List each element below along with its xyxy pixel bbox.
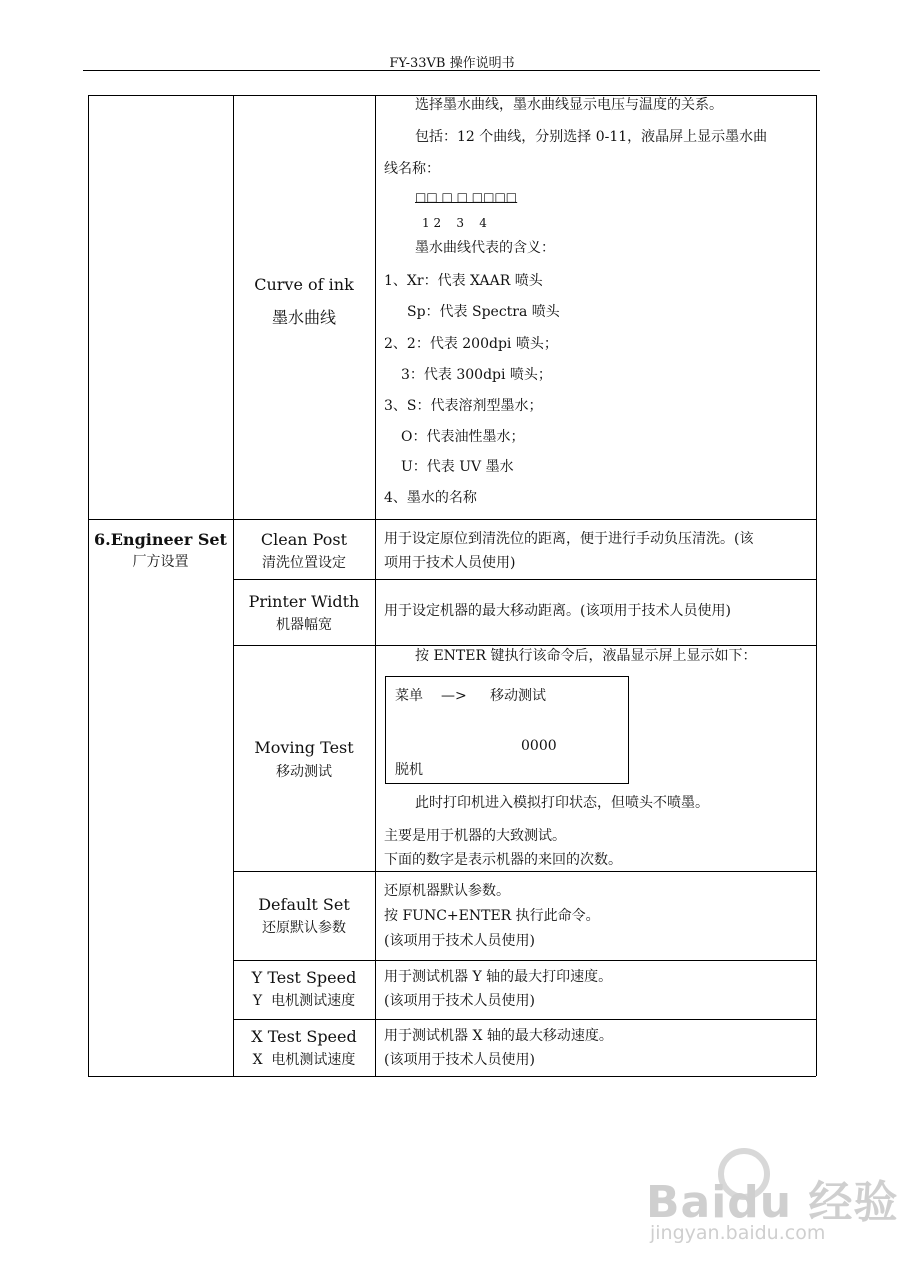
engineer-title-zh: 厂方设置: [132, 554, 189, 570]
printer-width-name-en: Printer Width: [248, 592, 360, 611]
curve-line: 3、S：代表溶剂型墨水；: [384, 398, 543, 414]
curve-line: 3：代表 300dpi 喷头；: [401, 367, 552, 383]
printer-width-desc: 用于设定机器的最大移动距离。(该项用于技术人员使用): [384, 603, 731, 619]
x-test-name-en: X Test Speed: [251, 1027, 357, 1046]
y-test-desc: (该项用于技术人员使用): [384, 993, 535, 1009]
curve-line: 1、Xr：代表 XAAR 喷头: [384, 273, 543, 289]
lcd-display: [385, 676, 629, 784]
moving-test-note: 下面的数字是表示机器的来回的次数。: [384, 852, 622, 868]
lcd-menu: 菜单: [395, 688, 423, 704]
y-test-name-en: Y Test Speed: [251, 968, 357, 987]
printer-width-name-zh: 机器幅宽: [276, 617, 332, 633]
curve-line: Sp：代表 Spectra 喷头: [407, 304, 560, 320]
lcd-title: 移动测试: [490, 688, 546, 704]
header-rule: [83, 70, 820, 71]
table-border-bottom: [88, 1076, 816, 1077]
default-set-desc: 还原机器默认参数。: [384, 883, 510, 899]
moving-test-after: 此时打印机进入模拟打印状态，但喷头不喷墨。: [415, 795, 709, 811]
table-border-left: [88, 95, 89, 1076]
curve-name-en: Curve of ink: [254, 275, 354, 294]
x-test-desc: (该项用于技术人员使用): [384, 1052, 535, 1068]
default-set-name-zh: 还原默认参数: [262, 920, 346, 936]
curve-line: 4、墨水的名称: [384, 490, 477, 506]
clean-post-name-zh: 清洗位置设定: [262, 555, 346, 571]
row-divider-moving: [233, 871, 816, 872]
clean-post-desc: 用于设定原位到清洗位的距离，便于进行手动负压清洗。(该: [384, 531, 754, 547]
table-border-top: [88, 95, 816, 96]
row-divider-ytest: [233, 1019, 816, 1020]
curve-line: 选择墨水曲线，墨水曲线显示电压与温度的关系。: [415, 97, 723, 113]
curve-line: 2、2：代表 200dpi 喷头；: [384, 336, 558, 352]
moving-test-intro: 按 ENTER 键执行该命令后，液晶显示屏上显示如下：: [415, 648, 757, 664]
row-divider-clean: [233, 579, 816, 580]
default-set-desc: (该项用于技术人员使用): [384, 933, 535, 949]
engineer-title-en: 6.Engineer Set: [94, 530, 227, 549]
curve-slot-numbers: 1 2 3 4: [422, 216, 487, 230]
curve-line: U：代表 UV 墨水: [401, 459, 514, 475]
table-border-right: [816, 95, 817, 1076]
curve-name-slots: □□ □ □ □□□□: [415, 190, 518, 204]
lcd-count: 0000: [521, 738, 557, 754]
y-test-name-zh: Y 电机测试速度: [252, 993, 356, 1009]
row-divider-curve: [88, 519, 816, 520]
clean-post-desc: 项用于技术人员使用): [384, 555, 516, 571]
lcd-arrow: —>: [441, 688, 467, 704]
curve-line: 线名称：: [384, 161, 440, 177]
row-divider-width: [233, 645, 816, 646]
curve-line: 墨水曲线代表的含义：: [415, 240, 555, 256]
curve-line: O：代表油性墨水；: [401, 429, 525, 445]
watermark-main: Baidu 经验: [646, 1177, 899, 1228]
moving-test-name-en: Moving Test: [254, 738, 354, 757]
lcd-status: 脱机: [395, 762, 423, 778]
curve-name-zh: 墨水曲线: [271, 308, 336, 327]
watermark-url: jingyan.baidu.com: [650, 1222, 826, 1244]
default-set-name-en: Default Set: [258, 895, 350, 914]
x-test-name-zh: X 电机测试速度: [252, 1052, 356, 1068]
y-test-desc: 用于测试机器 Y 轴的最大打印速度。: [384, 969, 613, 985]
col-divider-2: [375, 95, 376, 1076]
moving-test-note: 主要是用于机器的大致测试。: [384, 828, 566, 844]
moving-test-name-zh: 移动测试: [276, 764, 332, 780]
default-set-desc: 按 FUNC+ENTER 执行此命令。: [384, 908, 600, 924]
clean-post-name-en: Clean Post: [260, 530, 348, 549]
x-test-desc: 用于测试机器 X 轴的最大移动速度。: [384, 1028, 613, 1044]
page-header: FY-33VB 操作说明书: [389, 56, 515, 71]
row-divider-default: [233, 960, 816, 961]
curve-line: 包括：12 个曲线，分别选择 0-11，液晶屏上显示墨水曲: [415, 129, 768, 145]
